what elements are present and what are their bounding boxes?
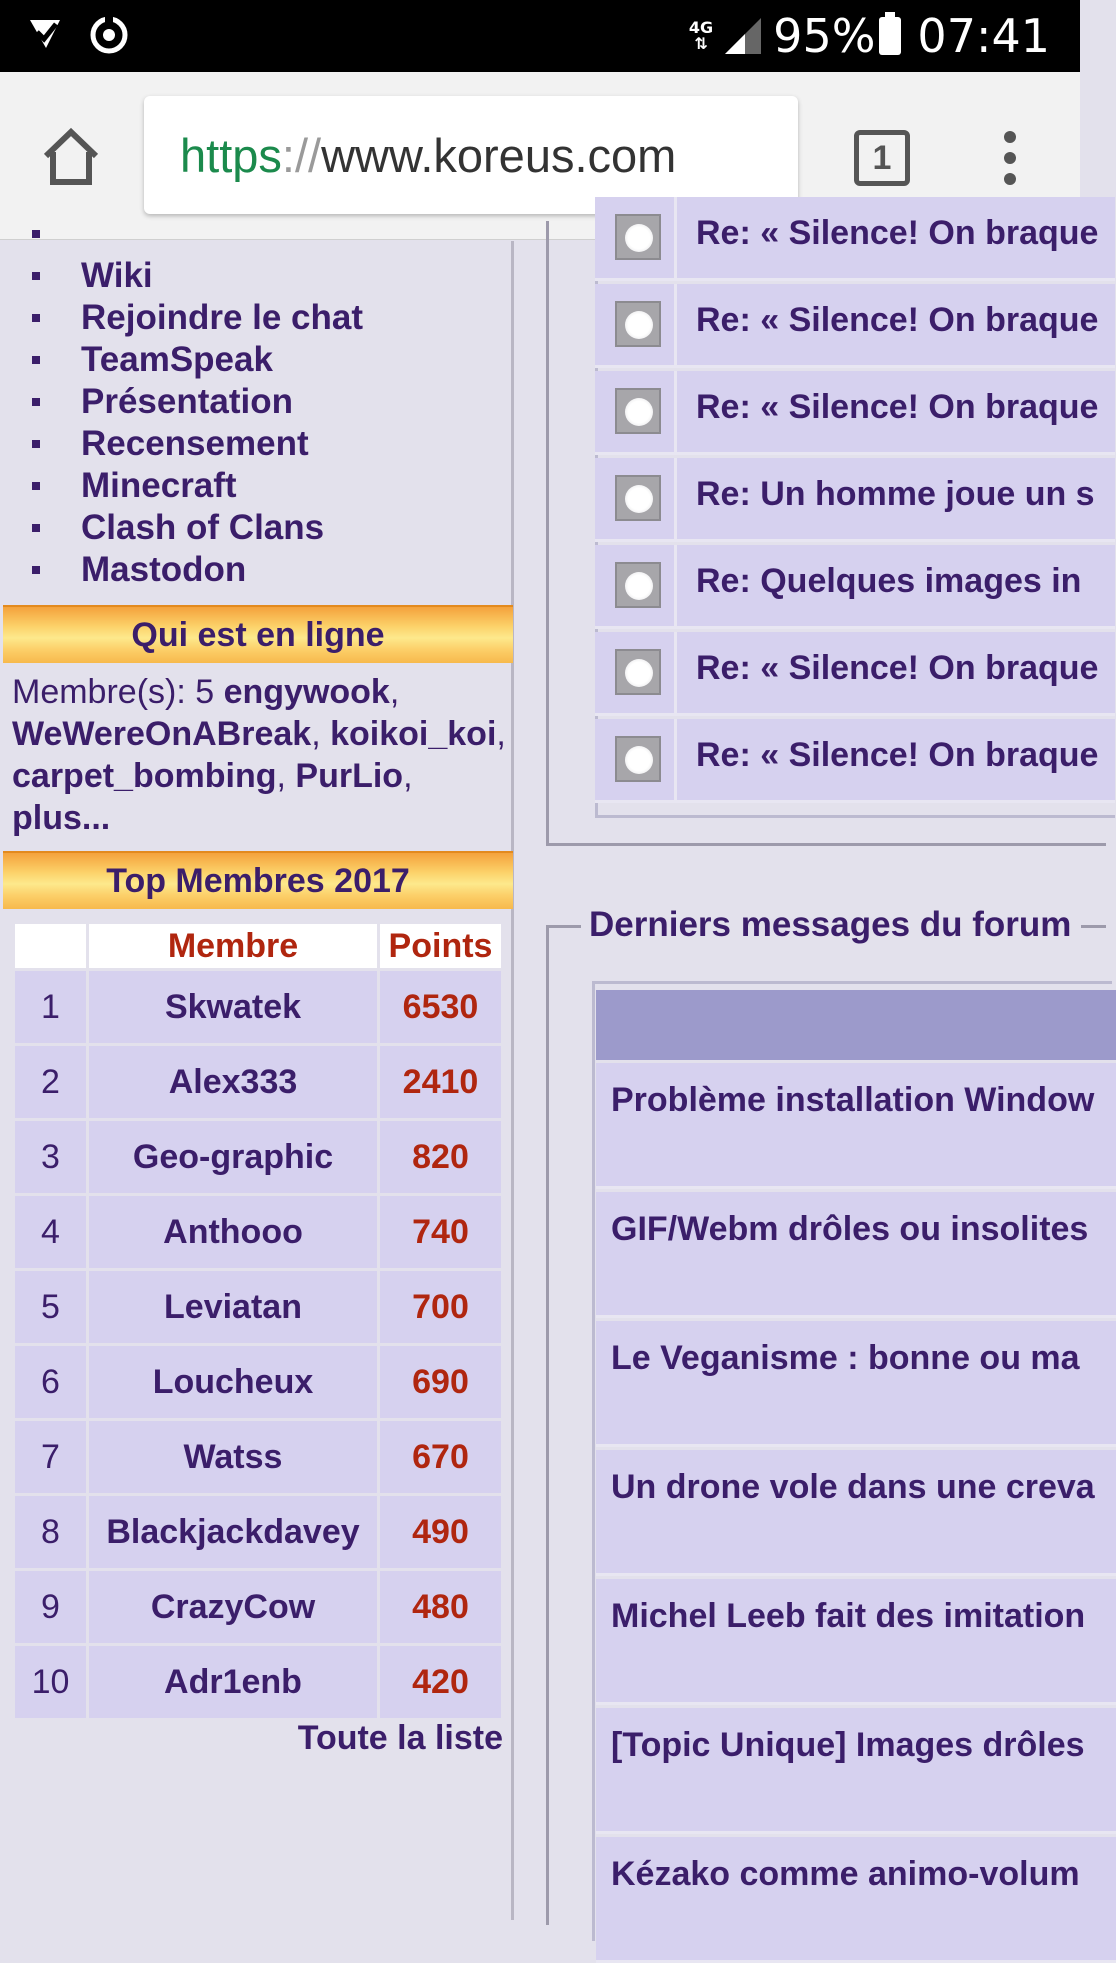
sidebar-item-presentation[interactable]: Présentation (0, 381, 363, 423)
points-cell: 700 (380, 1271, 501, 1343)
table-row[interactable] (596, 1837, 1116, 1963)
table-row (15, 1346, 501, 1418)
table-row (15, 1271, 501, 1343)
rank-cell: 10 (15, 1646, 86, 1718)
page-content (0, 214, 1099, 1920)
member-link[interactable]: PurLio (295, 757, 404, 795)
table-row (15, 1571, 501, 1643)
topic-status-icon (595, 632, 677, 716)
sidebar-item-teamspeak[interactable]: TeamSpeak (0, 339, 363, 381)
list-item[interactable] (595, 371, 1115, 455)
points-cell: 420 (380, 1646, 501, 1718)
list-item[interactable] (595, 632, 1115, 716)
online-count: Membre(s): 5 (12, 673, 215, 711)
table-header-row (15, 924, 501, 968)
member-link[interactable]: koikoi_koi (330, 715, 497, 753)
list-item[interactable] (595, 545, 1115, 629)
table-row (15, 1046, 501, 1118)
thread-title[interactable]: [Topic Unique] Images drôles (611, 1726, 1085, 1764)
table-row[interactable] (596, 1192, 1116, 1318)
rank-cell: 3 (15, 1121, 86, 1193)
online-members: Membre(s): 5 engywook, WeWereOnABreak, koikoi_koi, carpet_bombing, PurLio, plus... (12, 673, 506, 837)
rank-cell: 2 (15, 1046, 86, 1118)
top-members-title: Top Membres 2017 (3, 851, 513, 909)
points-header: Points (380, 924, 501, 968)
main-column (546, 214, 1099, 1920)
full-list-link[interactable]: Toute la liste (297, 1719, 503, 1757)
topic-title[interactable]: Re: « Silence! On braque (696, 649, 1099, 687)
list-item[interactable] (595, 719, 1115, 803)
points-cell: 6530 (380, 971, 501, 1043)
thread-title[interactable]: GIF/Webm drôles ou insolites (611, 1210, 1089, 1248)
table-row[interactable] (596, 1708, 1116, 1834)
online-section-title: Qui est en ligne (3, 605, 513, 663)
sync-icon (88, 14, 130, 56)
clock: 07:41 (917, 9, 1050, 63)
member-link[interactable]: carpet_bombing (12, 757, 277, 795)
sidebar-item-mastodon[interactable]: Mastodon (0, 549, 363, 591)
thread-title[interactable]: Le Veganisme : bonne ou ma (611, 1339, 1080, 1377)
member-link[interactable]: Alex333 (89, 1046, 377, 1118)
table-row (15, 1496, 501, 1568)
points-cell: 490 (380, 1496, 501, 1568)
list-item[interactable] (595, 197, 1115, 281)
table-row[interactable] (596, 1321, 1116, 1447)
table-row (15, 971, 501, 1043)
list-item[interactable] (595, 458, 1115, 542)
topic-status-icon (595, 284, 677, 368)
member-link[interactable]: Leviatan (89, 1271, 377, 1343)
topic-title[interactable]: Re: « Silence! On braque (696, 736, 1099, 774)
top-members-table (12, 921, 504, 1721)
network-type: 4G ⇅ (688, 18, 714, 53)
table-row[interactable] (596, 1450, 1116, 1576)
topic-title[interactable]: Re: « Silence! On braque (696, 214, 1099, 252)
rank-header (15, 924, 86, 968)
sidebar-item-recensement[interactable]: Recensement (0, 423, 363, 465)
member-link[interactable]: CrazyCow (89, 1571, 377, 1643)
forum-section-title: Derniers messages du forum (581, 901, 1081, 949)
thread-title[interactable]: Problème installation Window (611, 1081, 1095, 1119)
more-members-link[interactable]: plus... (12, 799, 111, 837)
topic-status-icon (595, 197, 677, 281)
table-row[interactable] (596, 1063, 1116, 1189)
topic-title[interactable]: Re: Quelques images in (696, 562, 1082, 600)
points-cell: 820 (380, 1121, 501, 1193)
tab-switcher-button[interactable]: 1 (854, 130, 910, 186)
sidebar-item-minecraft[interactable]: Minecraft (0, 465, 363, 507)
rank-cell: 6 (15, 1346, 86, 1418)
topic-status-icon (595, 458, 677, 542)
url-separator: :// (281, 128, 322, 182)
points-cell: 480 (380, 1571, 501, 1643)
topic-status-icon (595, 371, 677, 455)
battery-icon (879, 17, 901, 55)
points-cell: 2410 (380, 1046, 501, 1118)
member-link[interactable]: WeWereOnABreak (12, 715, 312, 753)
home-icon[interactable] (38, 124, 104, 190)
left-sidebar (0, 241, 514, 1920)
url-host: www.koreus.com (321, 128, 677, 182)
topic-status-icon (595, 719, 677, 803)
status-bar (0, 0, 1080, 72)
battery-percent: 95% (773, 9, 876, 63)
table-row (15, 1121, 501, 1193)
member-link[interactable]: engywook (223, 673, 390, 711)
table-row (15, 1646, 501, 1718)
topic-title[interactable]: Re: Un homme joue un s (696, 475, 1095, 513)
points-cell: 690 (380, 1346, 501, 1418)
rank-cell: 9 (15, 1571, 86, 1643)
signal-icon (725, 18, 761, 54)
forum-table-header (596, 990, 1116, 1060)
thread-title[interactable]: Kézako comme animo-volum (611, 1855, 1080, 1893)
sidebar-item-wiki[interactable]: Wiki (0, 255, 363, 297)
sidebar-item-chat[interactable]: Rejoindre le chat (0, 297, 363, 339)
thread-title[interactable]: Michel Leeb fait des imitation (611, 1597, 1086, 1635)
member-link[interactable]: Anthooo (89, 1196, 377, 1268)
table-row[interactable] (596, 1579, 1116, 1705)
rank-cell: 5 (15, 1271, 86, 1343)
url-scheme: https (180, 128, 282, 182)
member-link[interactable]: Blackjackdavey (89, 1496, 377, 1568)
topic-title[interactable]: Re: « Silence! On braque (696, 301, 1099, 339)
rank-cell: 4 (15, 1196, 86, 1268)
member-link[interactable]: Watss (89, 1421, 377, 1493)
member-link[interactable]: Adr1enb (89, 1646, 377, 1718)
table-row (15, 1196, 501, 1268)
more-options-icon[interactable] (990, 128, 1030, 188)
sidebar-item-clash-of-clans[interactable]: Clash of Clans (0, 507, 363, 549)
member-link[interactable]: Geo-graphic (89, 1121, 377, 1193)
sidebar-nav (0, 213, 363, 591)
member-link[interactable]: Loucheux (89, 1346, 377, 1418)
rank-cell: 1 (15, 971, 86, 1043)
member-header: Membre (89, 924, 377, 968)
points-cell: 670 (380, 1421, 501, 1493)
points-cell: 740 (380, 1196, 501, 1268)
thread-title[interactable]: Un drone vole dans une creva (611, 1468, 1095, 1506)
topic-title[interactable]: Re: « Silence! On braque (696, 388, 1099, 426)
topic-status-icon (595, 545, 677, 629)
sidebar-item-partial[interactable] (0, 213, 363, 255)
download-check-icon (26, 14, 66, 54)
table-row (15, 1421, 501, 1493)
list-item[interactable] (595, 284, 1115, 368)
member-link[interactable]: Skwatek (89, 971, 377, 1043)
rank-cell: 7 (15, 1421, 86, 1493)
rank-cell: 8 (15, 1496, 86, 1568)
